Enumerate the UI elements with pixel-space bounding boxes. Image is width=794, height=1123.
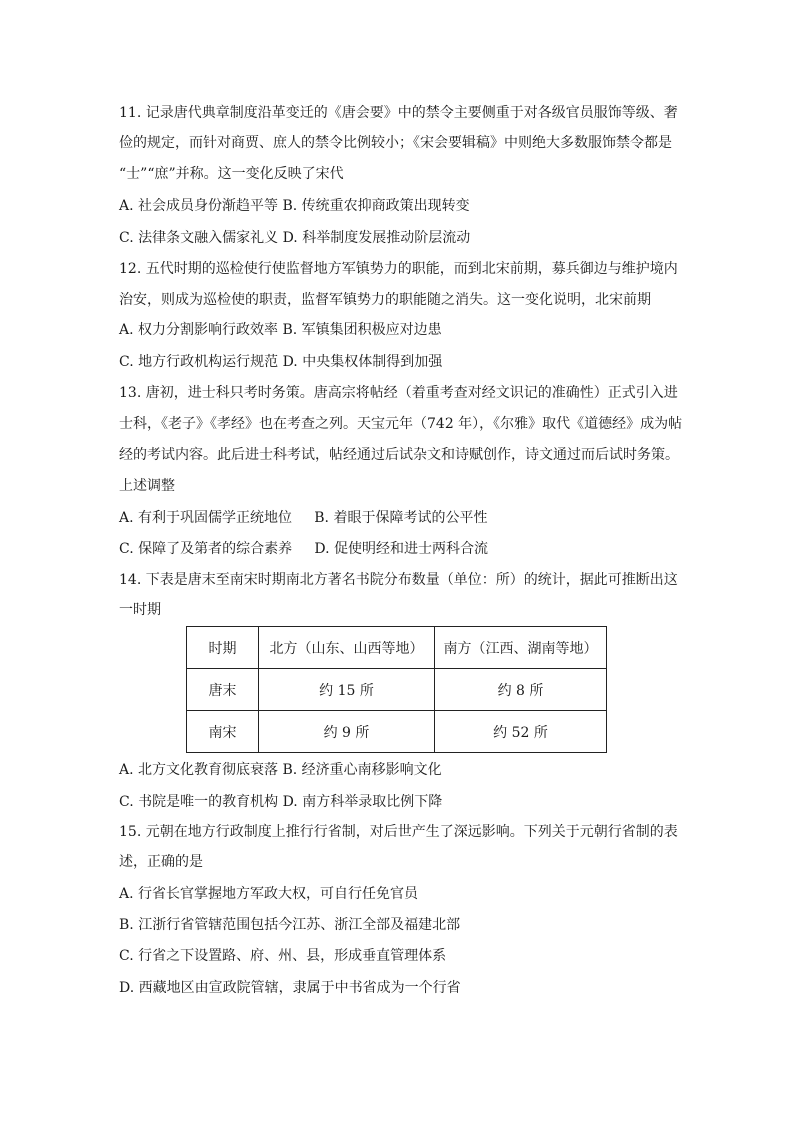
q14-options-row-2: C. 书院是唯一的教育机构 D. 南方科举录取比例下降: [119, 794, 443, 810]
table-cell: 约 15 所: [259, 669, 435, 711]
q11-stem-line-3: “士”“庶”并称。这一变化反映了宋代: [119, 166, 344, 182]
q11-options-row-1: A. 社会成员身份渐趋平等 B. 传统重农抑商政策出现转变: [119, 198, 470, 214]
table-header-cell: 北方（山东、山西等地）: [259, 627, 435, 669]
table-cell: 约 52 所: [435, 711, 607, 753]
q15-stem-line-1: 15. 元朝在地方行政制度上推行行省制，对后世产生了深远影响。下列关于元朝行省制的表: [119, 824, 678, 840]
table-row: [187, 669, 607, 711]
table-cell: 约 9 所: [259, 711, 435, 753]
q12-stem-line-2: 治安，则成为巡检使的职责，监督军镇势力的职能随之消失。这一变化说明，北宋前期: [119, 292, 651, 308]
table-header-row: [187, 627, 607, 669]
q11-stem-line-2: 俭的规定，而针对商贾、庶人的禁令比例较小；《宋会要辑稿》中则绝大多数服饰禁令都是: [119, 135, 672, 151]
q13-stem-line-3: 经的考试内容。此后进士科考试，帖经通过后试杂文和诗赋创作，诗文通过而后试时务策。: [119, 447, 679, 463]
q15-option-b: B. 江浙行省管辖范围包括今江苏、浙江全部及福建北部: [119, 917, 461, 933]
q15-stem-line-2: 述，正确的是: [119, 854, 203, 870]
q11-stem-line-1: 11. 记录唐代典章制度沿革变迁的《唐会要》中的禁令主要侧重于对各级官员服饰等级、奢: [119, 105, 678, 121]
q15-option-a: A. 行省长官掌握地方军政大权，可自行任免官员: [119, 886, 419, 902]
table-cell: 南宋: [187, 711, 259, 753]
q13-stem-line-2: 士科，《老子》《孝经》也在考查之列。天宝元年（742 年），《尔雅》取代《道德经》成为帖: [119, 416, 683, 432]
q13-options-row-1: A. 有利于巩固儒学正统地位 B. 着眼于保障考试的公平性: [119, 510, 488, 526]
table-header-cell: 南方（江西、湖南等地）: [435, 627, 607, 669]
q13-stem-line-4: 上述调整: [119, 478, 175, 494]
q14-stem-line-1: 14. 下表是唐末至南宋时期南北方著名书院分布数量（单位：所）的统计，据此可推断出这: [119, 572, 678, 588]
q12-options-row-1: A. 权力分割影响行政效率 B. 军镇集团积极应对边患: [119, 322, 442, 338]
academy-distribution-table: [186, 626, 607, 753]
q15-option-d: D. 西藏地区由宣政院管辖，隶属于中书省成为一个行省: [119, 980, 461, 996]
table-row: [187, 711, 607, 753]
table-cell: 约 8 所: [435, 669, 607, 711]
q14-stem-line-2: 一时期: [119, 602, 161, 618]
q12-options-row-2: C. 地方行政机构运行规范 D. 中央集权体制得到加强: [119, 354, 443, 370]
q11-options-row-2: C. 法律条文融入儒家礼义 D. 科举制度发展推动阶层流动: [119, 230, 471, 246]
q14-options-row-1: A. 北方文化教育彻底衰落 B. 经济重心南移影响文化: [119, 762, 442, 778]
q12-stem-line-1: 12. 五代时期的巡检使行使监督地方军镇势力的职能，而到北宋前期，募兵御边与维护境内: [119, 261, 678, 277]
q13-options-row-2: C. 保障了及第者的综合素养 D. 促使明经和进士两科合流: [119, 541, 488, 557]
q13-stem-line-1: 13. 唐初，进士科只考时务策。唐高宗将帖经（着重考查对经文识记的准确性）正式引入进: [119, 385, 678, 401]
table-cell: 唐末: [187, 669, 259, 711]
table-header-cell: 时期: [187, 627, 259, 669]
q15-option-c: C. 行省之下设置路、府、州、县，形成垂直管理体系: [119, 948, 447, 964]
